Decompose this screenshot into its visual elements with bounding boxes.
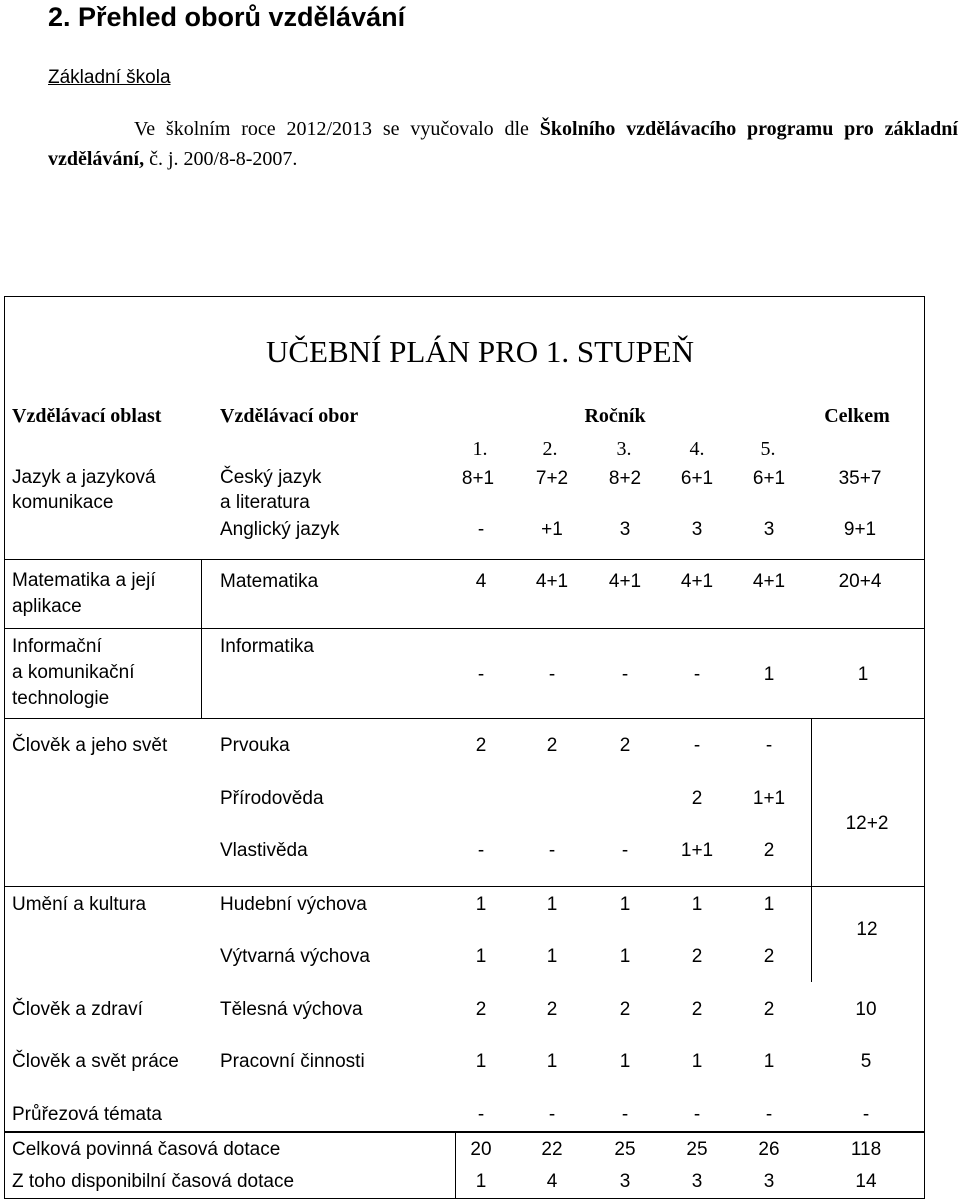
hours-cell: 4 (475, 571, 487, 592)
hours-cell: - (765, 1104, 773, 1125)
area-label: Člověk a zdraví (12, 999, 143, 1020)
area-label: Matematika a její (12, 570, 156, 591)
total-cell: 10 (855, 999, 877, 1020)
subject-label: Přírodověda (220, 788, 324, 809)
subject-label: Vlastivěda (220, 840, 308, 861)
area-label: Člověk a svět práce (12, 1051, 179, 1072)
summary-label: Celková povinná časová dotace (12, 1139, 281, 1160)
hours-cell: 26 (758, 1139, 780, 1160)
hours-cell: 2 (691, 999, 703, 1020)
hours-cell: +1 (541, 519, 563, 540)
hours-cell: 1 (475, 1051, 487, 1072)
grade-number: 1. (472, 438, 488, 460)
hours-cell: 8+2 (608, 468, 642, 489)
hours-cell: 1 (475, 946, 487, 967)
hours-cell: - (548, 840, 556, 861)
hours-cell: 2 (763, 840, 775, 861)
hours-cell: - (765, 735, 773, 756)
area-label: aplikace (12, 596, 82, 617)
hours-cell: 22 (541, 1139, 563, 1160)
hours-cell: 1+1 (752, 788, 786, 809)
total-cell: 118 (850, 1139, 882, 1160)
hours-cell: 2 (691, 788, 703, 809)
grade-number: 2. (542, 438, 558, 460)
intro-paragraph (48, 114, 958, 174)
hours-cell: 4+1 (535, 571, 569, 592)
hours-cell: 1 (475, 1171, 487, 1192)
subject-label: Informatika (220, 636, 314, 657)
summary-label: Z toho disponibilní časová dotace (12, 1171, 295, 1192)
hours-cell: 2 (475, 735, 487, 756)
row-divider (4, 886, 925, 887)
table-border-right (924, 296, 925, 1199)
intro-text-part2: č. j. 200/8-8-2007. (144, 148, 298, 170)
grade-number: 5. (760, 438, 776, 460)
hours-cell: 20 (470, 1139, 492, 1160)
hours-cell: 3 (619, 1171, 631, 1192)
hours-cell: - (621, 1104, 629, 1125)
hours-cell: 1 (763, 664, 775, 685)
hours-cell: - (693, 664, 701, 685)
hours-cell: 3 (763, 519, 775, 540)
hours-cell: - (477, 519, 485, 540)
hours-cell: 4+1 (752, 571, 786, 592)
hours-cell: 1 (763, 894, 775, 915)
hours-cell: 2 (763, 946, 775, 967)
header-subject: Vzdělávací obor (220, 405, 359, 427)
hours-cell: 3 (691, 1171, 703, 1192)
hours-cell: 1 (619, 1051, 631, 1072)
row-divider (4, 559, 925, 560)
hours-cell: 2 (546, 735, 558, 756)
section-subheading: Základní škola (48, 67, 171, 88)
hours-cell: - (477, 664, 485, 685)
hours-cell: - (477, 840, 485, 861)
table-title: UČEBNÍ PLÁN PRO 1. STUPEŇ (265, 334, 695, 369)
total-cell: 12 (856, 919, 878, 940)
hours-cell: 1 (691, 1051, 703, 1072)
header-grade: Ročník (584, 405, 646, 427)
row-divider (4, 718, 925, 719)
area-label: Umění a kultura (12, 894, 147, 915)
area-label: Průřezová témata (12, 1104, 162, 1125)
hours-cell: 2 (763, 999, 775, 1020)
table-border-left (4, 296, 5, 1199)
hours-cell: 2 (475, 999, 487, 1020)
hours-cell: - (621, 840, 629, 861)
hours-cell: 3 (691, 519, 703, 540)
hours-cell: - (548, 664, 556, 685)
hours-cell: 4+1 (680, 571, 714, 592)
header-total: Celkem (824, 405, 890, 427)
row-divider (4, 628, 925, 629)
subject-label: Matematika (220, 571, 319, 592)
total-cell: 35+7 (838, 468, 882, 489)
hours-cell: 2 (691, 946, 703, 967)
hours-cell: 8+1 (461, 468, 495, 489)
hours-cell: - (693, 735, 701, 756)
hours-cell: - (621, 664, 629, 685)
area-label: Člověk a jeho svět (12, 735, 168, 756)
hours-cell: 6+1 (680, 468, 714, 489)
hours-cell: 25 (614, 1139, 636, 1160)
hours-cell: 3 (619, 519, 631, 540)
hours-cell: 1 (475, 894, 487, 915)
hours-cell: 6+1 (752, 468, 786, 489)
page-heading: 2. Přehled oborů vzdělávání (48, 2, 406, 32)
header-area: Vzdělávací oblast (12, 405, 162, 427)
grade-number: 4. (689, 438, 705, 460)
area-label: a komunikační (12, 662, 135, 683)
hours-cell: 1 (546, 946, 558, 967)
column-divider (811, 718, 812, 982)
subject-label: Anglický jazyk (220, 519, 340, 540)
subject-label: Pracovní činnosti (220, 1051, 365, 1072)
hours-cell: 4+1 (608, 571, 642, 592)
subject-label: Tělesná výchova (220, 999, 363, 1020)
subject-label: Český jazyk (220, 467, 322, 488)
intro-program-name: Školního vzdělávacího programu pro základní vzdělávání, (48, 118, 958, 170)
hours-cell: 1 (546, 894, 558, 915)
hours-cell: 3 (763, 1171, 775, 1192)
table-border-bottom (4, 1198, 925, 1199)
subject-label: Prvouka (220, 735, 290, 756)
total-cell: 20+4 (838, 571, 882, 592)
hours-cell: 1+1 (680, 840, 714, 861)
subject-label: a literatura (220, 492, 310, 513)
hours-cell: 1 (619, 946, 631, 967)
total-cell: 1 (857, 664, 869, 685)
hours-cell: 2 (619, 735, 631, 756)
area-label: Informační (12, 636, 102, 657)
hours-cell: - (693, 1104, 701, 1125)
hours-cell: 7+2 (535, 468, 569, 489)
intro-text-part1: Ve školním roce 2012/2013 se vyučovalo dle (134, 118, 540, 140)
hours-cell: 1 (691, 894, 703, 915)
table-border-top (4, 296, 925, 297)
hours-cell: - (548, 1104, 556, 1125)
hours-cell: 25 (686, 1139, 708, 1160)
grade-number: 3. (616, 438, 632, 460)
total-cell: 12+2 (845, 813, 889, 834)
hours-cell: 1 (546, 1051, 558, 1072)
subject-label: Výtvarná výchova (220, 946, 370, 967)
hours-cell: 2 (619, 999, 631, 1020)
total-cell: 5 (860, 1051, 872, 1072)
total-cell: - (862, 1104, 870, 1125)
hours-cell: 4 (546, 1171, 558, 1192)
total-cell: 14 (855, 1171, 877, 1192)
hours-cell: 1 (763, 1051, 775, 1072)
area-label: komunikace (12, 492, 114, 513)
column-divider (201, 559, 202, 718)
subject-label: Hudební výchova (220, 894, 367, 915)
hours-cell: 1 (619, 894, 631, 915)
area-label: technologie (12, 688, 110, 709)
hours-cell: 2 (546, 999, 558, 1020)
total-cell: 9+1 (843, 519, 877, 540)
area-label: Jazyk a jazyková (12, 467, 156, 488)
row-divider (4, 1131, 925, 1133)
column-divider (455, 1131, 456, 1198)
hours-cell: - (477, 1104, 485, 1125)
